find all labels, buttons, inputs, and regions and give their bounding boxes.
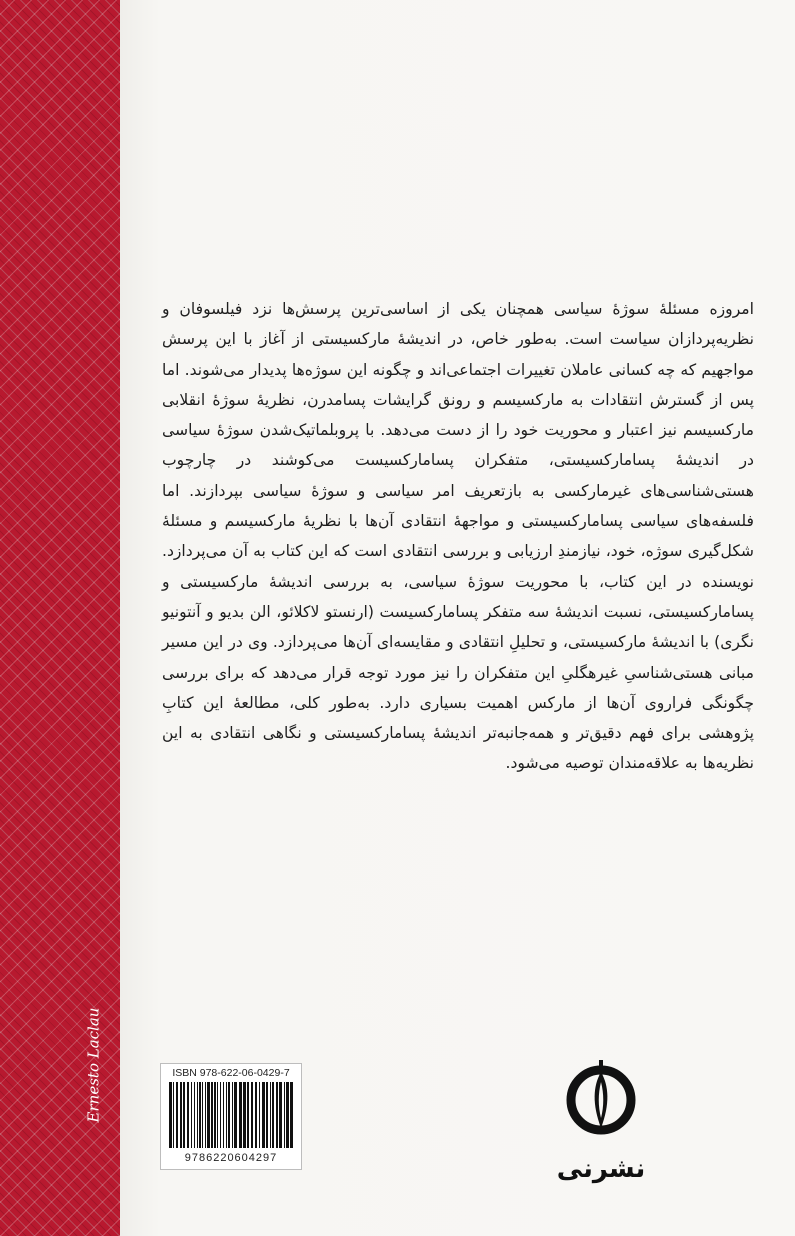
isbn-label: ISBN 978-622-06-0429-7 <box>172 1067 290 1079</box>
spine-signature-text: Ernesto Laclau <box>84 1007 103 1123</box>
cover-blurb: امروزه مسئلهٔ سوژهٔ سیاسی همچنان یکی از اساسی‌ترین پرسش‌ها نزد فیلسوفان و نظریه‌پردازان سیاست است. به‌طور خاص، در اندیشهٔ مارکسیستی از آغاز با این پرسش مواجهیم که چه کسانی عاملان تغییرات اجتماعی‌اند و چگونه این سوژه‌ها پدیدار می‌شوند. اما پس از گسترش انتقادات به مارکسیسم و رونق گرایشات پسامدرن، نظریهٔ سوژهٔ انقلابی مارکسیسم نیز اعتبار و محوریت خود را از دست می‌دهد. با پروبلماتیک‌شدن سوژهٔ سیاسی در اندیشهٔ پسامارکسیستی، متفکران پسامارکسیست می‌کوشند در چارچوب هستی‌شناسی‌های غیرمارکسی به بازتعریف امر سیاسی و سوژهٔ سیاسی بپردازند. اما فلسفه‌های سیاسی پسامارکسیستی و مواجههٔ انتقادی آن‌ها با نظریهٔ مارکسیسم و مسئلهٔ شکل‌گیری سوژه، خود، نیازمندِ ارزیابی و بررسی انتقادی است که این کتاب به آن می‌پردازد. نویسنده در این کتاب، با محوریت سوژهٔ سیاسی، به بررسی اندیشهٔ مارکسیستی و پسامارکسیستی، نسبت اندیشهٔ سه متفکر پسامارکسیست (ارنستو لاکلائو، الن بدیو و آنتونیو نگری) با اندیشهٔ مارکسیستی، و تحلیلِ انتقادی و مقایسه‌ای آن‌ها می‌پردازد. وی در این مسیر مبانی هستی‌شناسیِ غیرهگلیِ این متفکران را نیز مورد توجه قرار می‌دهد که برای بررسی چگونگی فراروی آن‌ها از مارکس اهمیت بسیاری دارد. به‌طور کلی، مطالعهٔ این کتابِ پژوهشی برای فهم دقیق‌تر و همه‌جانبه‌تر اندیشهٔ پسامارکسیستی و نگاهی انتقادی به این نظریه‌ها به علاقه‌مندان توصیه می‌شود. <box>162 300 754 773</box>
publisher-name: نشرنی <box>556 1154 646 1184</box>
ean-digits: 9786220604297 <box>184 1152 278 1164</box>
spine-signature <box>78 970 108 1160</box>
publisher-logo <box>556 1042 646 1202</box>
book-spine <box>0 0 120 1236</box>
barcode-bars <box>167 1082 295 1150</box>
isbn-barcode <box>160 1063 302 1170</box>
reed-pen-circle-icon <box>566 1042 636 1147</box>
